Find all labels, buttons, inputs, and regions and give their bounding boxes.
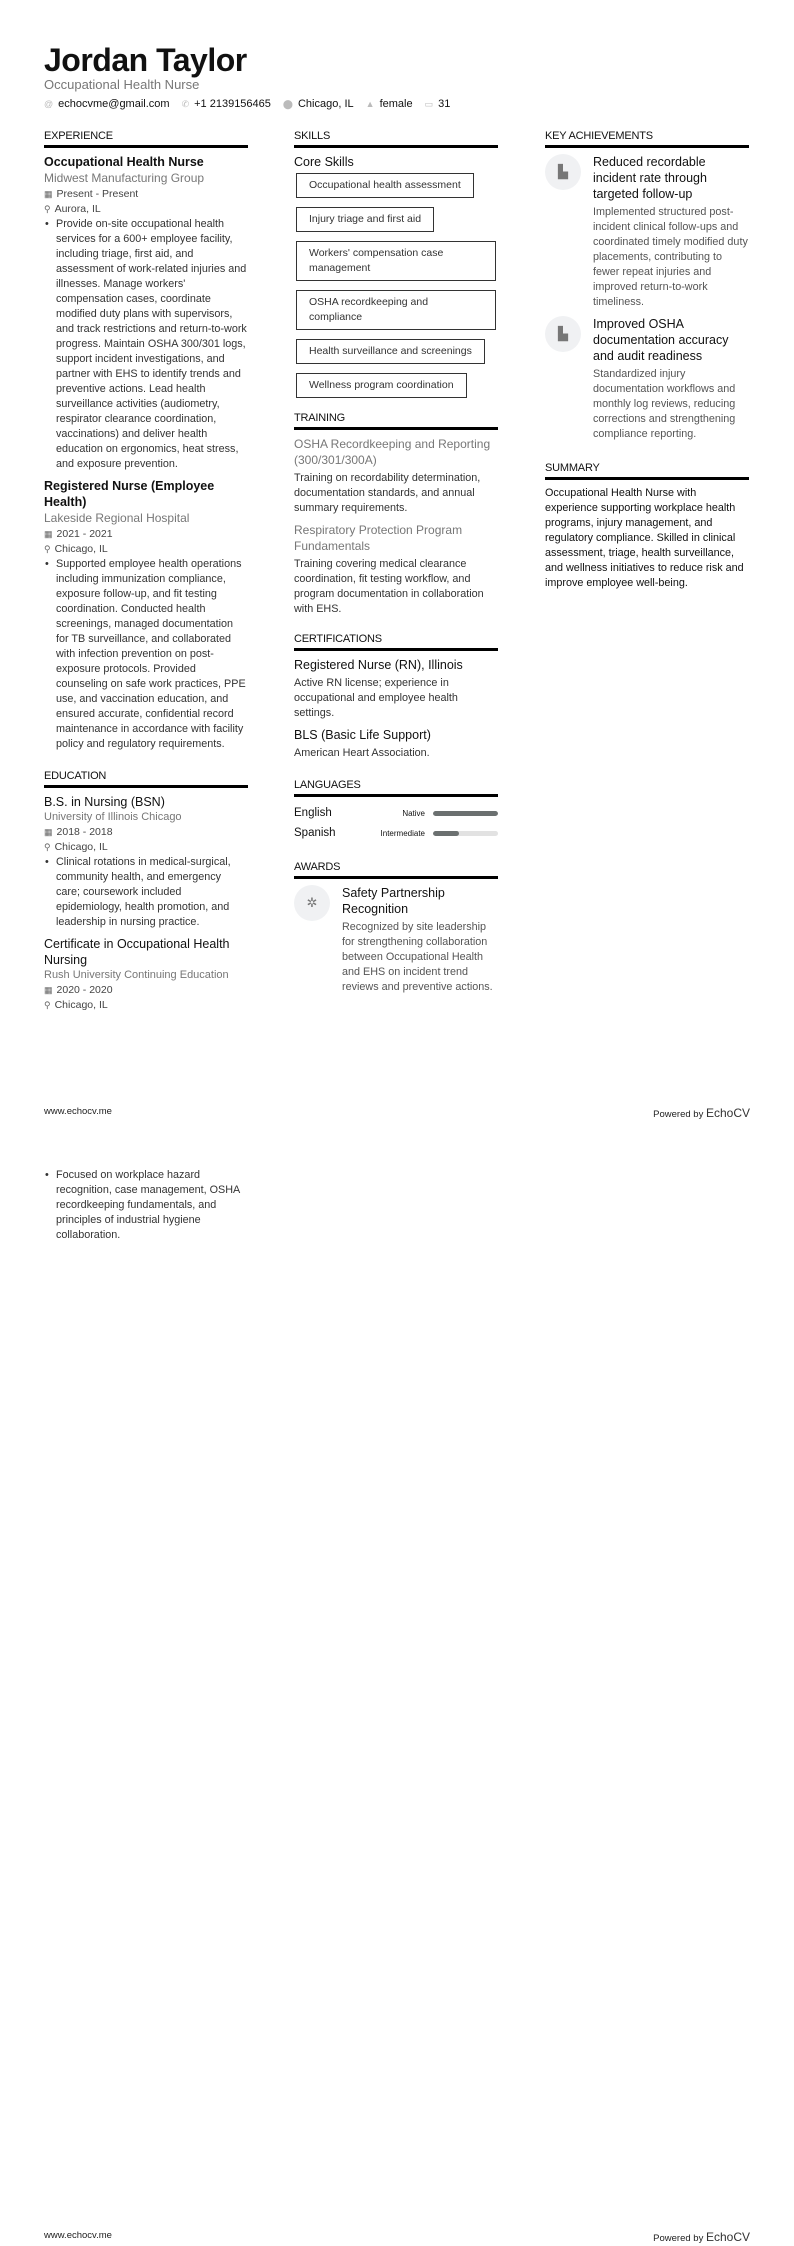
section-heading-languages: LANGUAGES	[294, 779, 498, 797]
document-icon: ▙	[545, 316, 581, 352]
footer-site-link[interactable]: www.echocv.me	[44, 1106, 112, 1117]
language-level: Intermediate	[380, 828, 425, 838]
location: Chicago, IL	[54, 841, 108, 853]
achievement-desc: Standardized injury documentation workflows and monthly log reviews, reducing corrections and strengthening compliance reporting.	[593, 368, 736, 440]
footer-site-link[interactable]: www.echocv.me	[44, 2230, 112, 2241]
summary-text: Occupational Health Nurse with experience supporting workplace health programs, injury management, and regulatory compliance. Skilled in clinical assessment, triage, health surveillance, and wellness initiatives to reduce risk and improve employee well-being.	[545, 487, 744, 589]
cert-title: BLS (Basic Life Support)	[294, 728, 431, 742]
school: Rush University Continuing Education	[44, 969, 229, 981]
language-bar-fill	[433, 811, 498, 816]
skill-tag: Occupational health assessment	[296, 173, 474, 198]
section-heading-skills: SKILLS	[294, 130, 498, 148]
calendar-icon: ▦	[44, 827, 53, 837]
language-name: Spanish	[294, 827, 336, 839]
left-column	[44, 130, 248, 1019]
calendar-icon: ▦	[44, 189, 53, 199]
bullet: • Focused on workplace hazard recognition, case management, OSHA recordkeeping fundamentals, and principles of industrial hygiene collaboration.	[44, 1168, 248, 1243]
achievement-item	[545, 154, 749, 310]
powered-by	[653, 2230, 750, 2244]
powered-label: Powered by	[653, 2233, 704, 2244]
language-bar	[433, 811, 498, 816]
location: Chicago, IL	[54, 543, 108, 555]
cert-desc: American Heart Association.	[294, 747, 430, 759]
education-item	[44, 936, 248, 1013]
skill-tag: Health surveillance and screenings	[296, 339, 485, 364]
page-footer	[44, 1106, 750, 1120]
calendar-icon: ▭	[424, 98, 434, 109]
job-title: Occupational Health Nurse	[44, 155, 204, 169]
calendar-icon: ▦	[44, 529, 53, 539]
cert-title: Registered Nurse (RN), Illinois	[294, 658, 463, 672]
section-heading-training: TRAINING	[294, 412, 498, 430]
location: Chicago, IL	[54, 999, 108, 1011]
gender-text: female	[379, 98, 413, 110]
email-text: echocvme@gmail.com	[58, 98, 170, 110]
page-footer	[44, 2230, 750, 2244]
job-title: Registered Nurse (Employee Health)	[44, 479, 215, 509]
award-icon: ✲	[294, 885, 330, 921]
age-text: 31	[438, 98, 451, 110]
training-title: OSHA Recordkeeping and Reporting (300/301/300A)	[294, 437, 491, 467]
skill-tag: Injury triage and first aid	[296, 207, 434, 232]
language-level: Native	[402, 808, 425, 818]
skill-tag: Wellness program coordination	[296, 373, 467, 398]
dates: 2021 - 2021	[56, 528, 113, 540]
achievement-title: Reduced recordable incident rate through targeted follow-up	[593, 155, 707, 201]
email-icon: @	[44, 99, 54, 109]
contact-email[interactable]	[44, 98, 170, 110]
brand-logo: EchoCV	[705, 2230, 750, 2244]
candidate-name: Jordan Taylor	[44, 42, 247, 78]
language-name: English	[294, 807, 332, 819]
dates: Present - Present	[56, 188, 139, 200]
skill-tag: Workers' compensation case management	[296, 241, 496, 281]
language-row	[294, 823, 498, 843]
document-plus-icon: ▙	[545, 154, 581, 190]
bullet: • Provide on-site occupational health services for a 600+ employee facility, including triage, first aid, and assessment of work-related injuries and illnesses. Manage workers' compensation cases, coordinate modified duty plans with supervisors, and track restrictions and return-to-work progress. Maintain OSHA 300/301 logs, support incident investigations, and partner with EHS to identify trends and preventive actions. Lead health surveillance activities (audiometry, respirator clearance coordination, vaccinations) and deliver health education on ergonomics, heat stress, and exposure prevention.	[44, 217, 248, 472]
language-bar-fill	[433, 831, 459, 836]
person-icon: ▲	[365, 99, 375, 109]
degree: B.S. in Nursing (BSN)	[44, 795, 165, 809]
award-title: Safety Partnership Recognition	[342, 886, 445, 916]
achievement-item	[545, 316, 749, 442]
school: University of Illinois Chicago	[44, 811, 182, 823]
skill-group-title: Core Skills	[294, 155, 354, 169]
award-item	[294, 885, 498, 995]
cert-desc: Active RN license; experience in occupational and employee health settings.	[294, 677, 458, 719]
candidate-title: Occupational Health Nurse	[44, 77, 200, 92]
section-heading-education: EDUCATION	[44, 770, 248, 788]
award-desc: Recognized by site leadership for strengthening collaboration between Occupational Health and EHS on incident trend reviews and preventive actions.	[342, 921, 493, 993]
middle-column	[294, 130, 498, 1001]
dates: 2020 - 2020	[56, 984, 113, 996]
contact-row	[44, 98, 450, 110]
achievement-desc: Implemented structured post-incident clinical follow-ups and coordinated timely modified duty placements, contributing to fewer repeat injuries and improved return-to-work timeliness.	[593, 206, 748, 308]
powered-label: Powered by	[653, 1109, 704, 1120]
education-continued	[44, 1168, 248, 1243]
achievement-title: Improved OSHA documentation accuracy and audit readiness	[593, 317, 729, 363]
phone-icon: ✆	[181, 98, 190, 109]
training-desc: Training on recordability determination, documentation standards, and annual summary requirements.	[294, 472, 481, 514]
powered-by	[653, 1106, 750, 1120]
education-item	[44, 794, 248, 930]
experience-item	[44, 478, 248, 752]
skill-tag: OSHA recordkeeping and compliance	[296, 290, 496, 330]
bullet: • Clinical rotations in medical-surgical, community health, and emergency care; coursework included epidemiology, health promotion, and leadership in nursing practice.	[44, 855, 248, 930]
bullet: • Supported employee health operations including immunization compliance, exposure follow-up, and fit testing coordination. Conducted health screenings, managed documentation for TB surveillance, and collaborated with infection prevention on post-exposure protocols. Provided counseling on safe work practices, PPE use, and vaccination education, and ensured accurate, confidential record maintenance in accordance with facility policy and regulatory requirements.	[44, 557, 248, 752]
right-column	[545, 130, 749, 591]
contact-location	[283, 98, 354, 110]
section-heading-certifications: CERTIFICATIONS	[294, 633, 498, 651]
location-text: Chicago, IL	[297, 98, 354, 110]
location-icon: ⚲	[44, 204, 51, 214]
dates: 2018 - 2018	[56, 826, 113, 838]
location-icon: ⬤	[282, 98, 293, 109]
contact-phone[interactable]	[182, 98, 271, 110]
calendar-icon: ▦	[44, 985, 53, 995]
section-heading-experience: EXPERIENCE	[44, 130, 248, 148]
company: Lakeside Regional Hospital	[44, 511, 190, 525]
location-icon: ⚲	[44, 544, 51, 554]
location-icon: ⚲	[44, 842, 51, 852]
experience-item	[44, 154, 248, 472]
section-heading-awards: AWARDS	[294, 861, 498, 879]
degree: Certificate in Occupational Health Nursing	[44, 937, 230, 967]
training-title: Respiratory Protection Program Fundamentals	[294, 523, 463, 553]
location: Aurora, IL	[54, 203, 101, 215]
section-heading-achievements: KEY ACHIEVEMENTS	[545, 130, 749, 148]
section-heading-summary: SUMMARY	[545, 462, 749, 480]
training-desc: Training covering medical clearance coordination, fit testing workflow, and program documentation in collaboration with EHS.	[294, 558, 484, 615]
contact-gender	[366, 98, 413, 110]
contact-age	[425, 98, 451, 110]
phone-text: +1 2139156465	[194, 98, 271, 110]
language-row	[294, 803, 498, 823]
company: Midwest Manufacturing Group	[44, 171, 205, 185]
language-bar	[433, 831, 498, 836]
brand-logo: EchoCV	[705, 1106, 750, 1120]
location-icon: ⚲	[44, 1000, 51, 1010]
